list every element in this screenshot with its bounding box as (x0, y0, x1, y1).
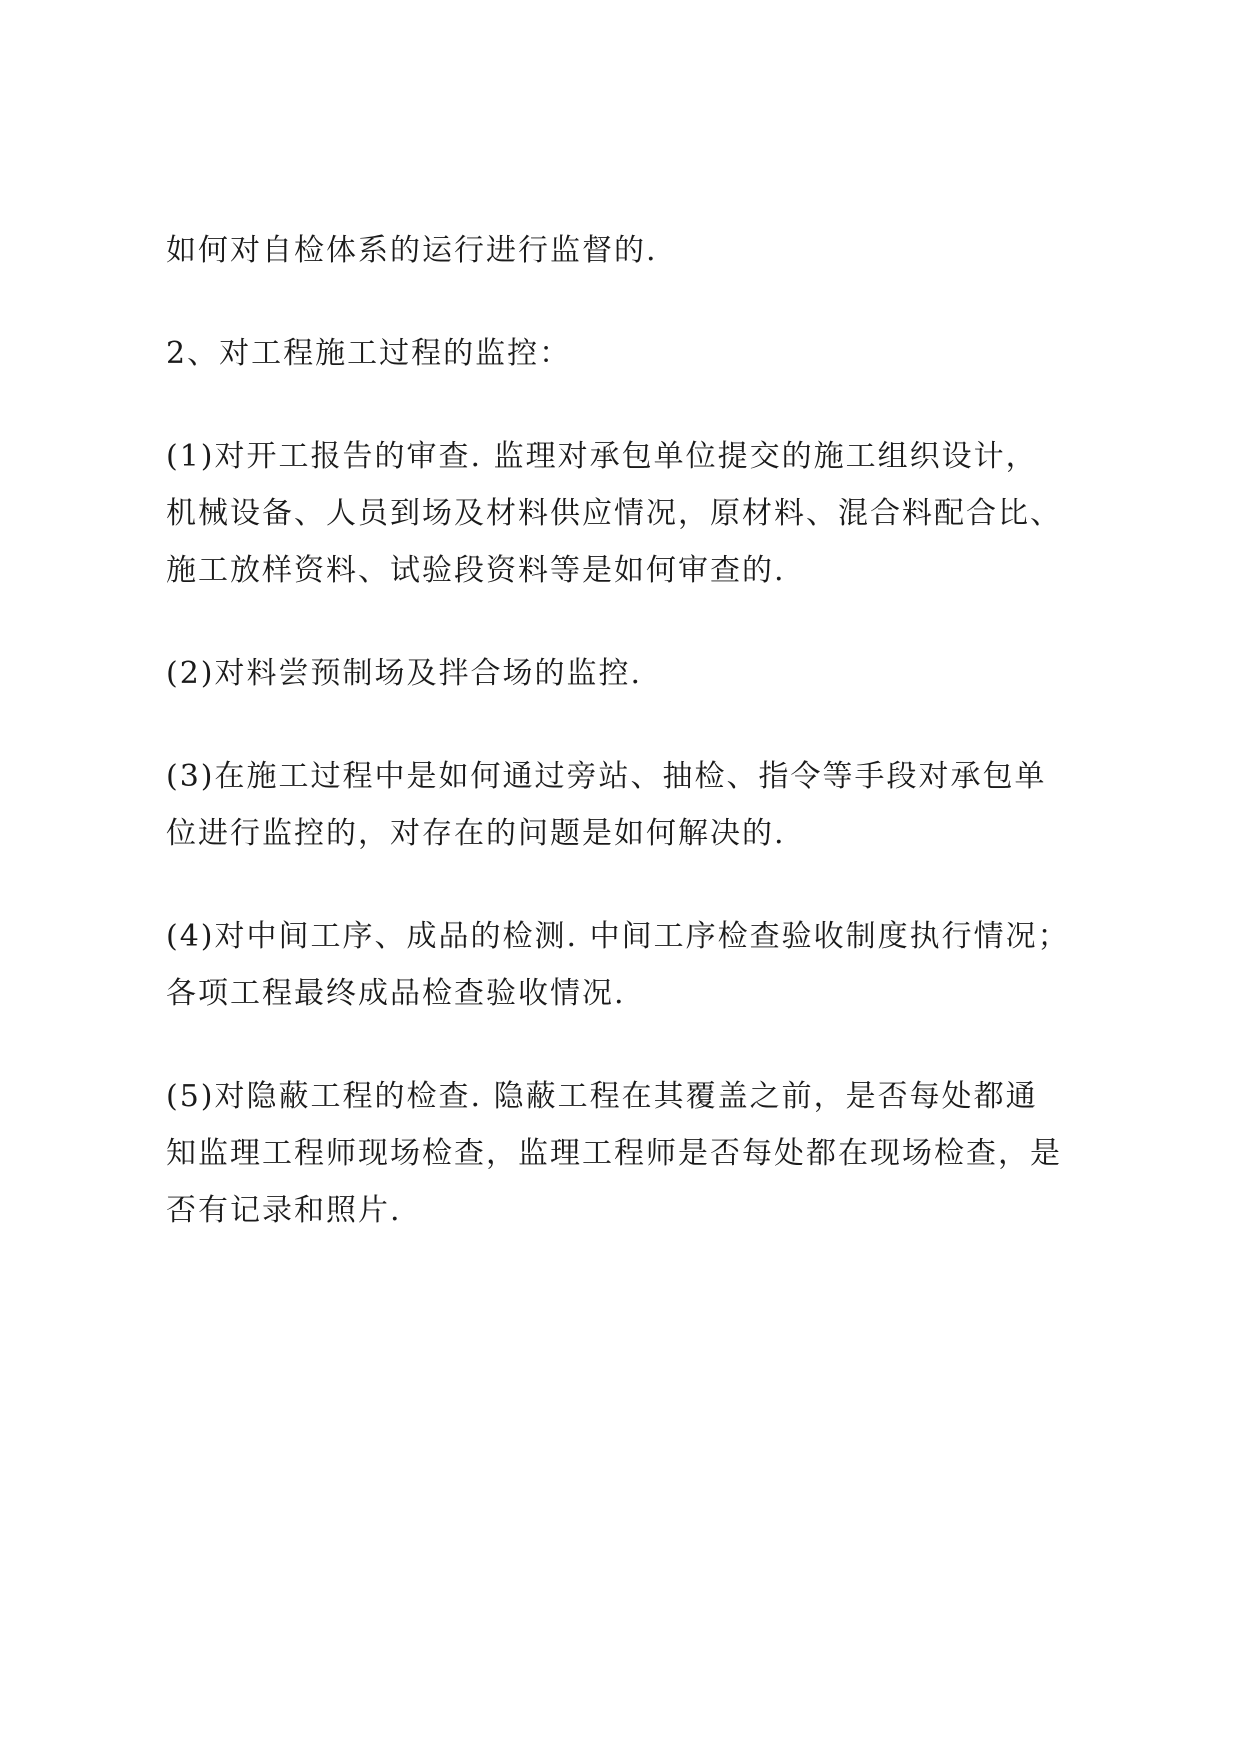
text-line: 机械设备、人员到场及材料供应情况，原材料、混合料配合比、 (166, 496, 1062, 531)
paragraph-item-2 (166, 645, 1106, 702)
text-line: 各项工程最终成品检查验收情况. (166, 976, 626, 1011)
document-body (166, 222, 1106, 1285)
paragraph-item-1 (166, 428, 1106, 599)
text-line: 2、对工程施工过程的监控： (166, 336, 572, 371)
paragraph-supervision-of-self-inspection (166, 222, 1106, 279)
paragraph-item-4 (166, 908, 1106, 1022)
paragraph-item-3 (166, 748, 1106, 862)
text-line: 否有记录和照片. (166, 1193, 402, 1228)
section-heading-construction-monitoring (166, 325, 1106, 382)
text-line: (3)在施工过程中是如何通过旁站、抽检、指令等手段对承包单 (166, 759, 1047, 794)
text-line: 如何对自检体系的运行进行监督的. (166, 233, 658, 268)
paragraph-item-5 (166, 1068, 1106, 1239)
text-line: (4)对中间工序、成品的检测. 中间工序检查验收制度执行情况； (166, 919, 1070, 954)
text-line: 施工放样资料、试验段资料等是如何审查的. (166, 553, 786, 588)
text-line: 知监理工程师现场检查，监理工程师是否每处都在现场检查，是 (166, 1136, 1062, 1171)
text-line: (2)对料尝预制场及拌合场的监控. (166, 656, 643, 691)
text-line: 位进行监控的，对存在的问题是如何解决的. (166, 816, 786, 851)
text-line: (5)对隐蔽工程的检查. 隐蔽工程在其覆盖之前，是否每处都通 (166, 1079, 1038, 1114)
text-line: (1)对开工报告的审查. 监理对承包单位提交的施工组织设计， (166, 439, 1038, 474)
